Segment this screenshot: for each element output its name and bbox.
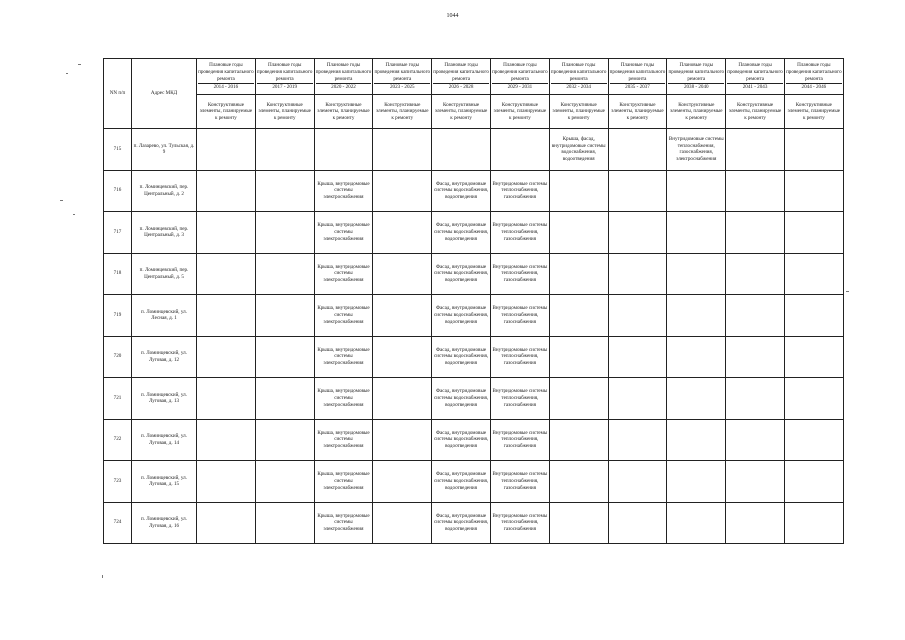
element-header: Конструктивные элементы, планируемые к ремонту	[667, 95, 726, 129]
table-row	[104, 336, 844, 378]
row-number: 723	[104, 461, 132, 503]
row-number: 721	[104, 378, 132, 420]
row-element-cell	[197, 419, 256, 461]
row-element-cell	[255, 419, 314, 461]
row-address: п. Ломинцевский, ул. Лесная, д. 1	[132, 295, 197, 337]
table-row	[104, 129, 844, 171]
page-number: 1044	[446, 13, 459, 19]
row-element-cell: Внутридомовые системы теплоснабжения, газоснабжения	[490, 419, 549, 461]
period-years: 2014 - 2016	[198, 83, 254, 91]
row-element-cell: Внутридомовые системы теплоснабжения, газоснабжения	[490, 461, 549, 503]
row-element-cell	[784, 378, 843, 420]
row-element-cell: Фасад, внутридомовые системы водоснабжения, водоотведения	[432, 336, 491, 378]
row-element-cell: Внутридомовые системы теплоснабжения, газоснабжения	[490, 170, 549, 212]
element-header: Конструктивные элементы, планируемые к ремонту	[197, 95, 256, 129]
row-element-cell	[549, 212, 608, 254]
scan-mark	[78, 64, 81, 65]
scan-mark	[102, 575, 103, 578]
scan-mark	[60, 200, 63, 201]
num-header: NN п/п	[104, 59, 132, 129]
row-element-cell: Крыша, внутридомовые системы электроснабжения	[314, 295, 373, 337]
row-number: 720	[104, 336, 132, 378]
row-element-cell	[197, 170, 256, 212]
period-header-row	[104, 59, 844, 95]
row-element-cell: Внутридомовые системы теплоснабжения, газоснабжения	[490, 378, 549, 420]
period-title: Плановые годы проведения капитального ремонта	[374, 62, 431, 82]
repair-schedule-table	[103, 58, 844, 544]
row-element-cell	[549, 253, 608, 295]
row-element-cell	[373, 295, 432, 337]
row-element-cell: Фасад, внутридомовые системы водоснабжения, водоотведения	[432, 419, 491, 461]
row-element-cell	[373, 336, 432, 378]
row-element-cell	[373, 378, 432, 420]
row-element-cell	[255, 295, 314, 337]
row-element-cell	[667, 378, 726, 420]
period-title: Плановые годы проведения капитального ремонта	[315, 62, 372, 82]
row-number: 718	[104, 253, 132, 295]
period-title: Плановые годы проведения капитального ремонта	[492, 62, 548, 82]
row-element-cell: Фасад, внутридомовые системы водоснабжения, водоотведения	[432, 212, 491, 254]
row-element-cell	[197, 212, 256, 254]
element-header: Конструктивные элементы, планируемые к ремонту	[726, 95, 785, 129]
row-element-cell: Фасад, внутридомовые системы водоснабжения, водоотведения	[432, 253, 491, 295]
element-header: Конструктивные элементы, планируемые к ремонту	[549, 95, 608, 129]
row-element-cell	[667, 502, 726, 544]
element-header: Конструктивные элементы, планируемые к ремонту	[432, 95, 491, 129]
period-title: Плановые годы проведения капитального ремонта	[198, 62, 254, 82]
row-element-cell	[373, 212, 432, 254]
row-element-cell	[197, 502, 256, 544]
row-element-cell	[726, 336, 785, 378]
row-element-cell: Внутридомовые системы теплоснабжения, газоснабжения	[490, 212, 549, 254]
row-element-cell	[608, 212, 667, 254]
scan-mark	[846, 291, 849, 292]
period-title: Плановые годы проведения капитального ремонта	[668, 62, 725, 82]
row-element-cell	[314, 129, 373, 171]
period-title: Плановые годы проведения капитального ремонта	[609, 62, 666, 82]
row-element-cell: Фасад, внутридомовые системы водоснабжения, водоотведения	[432, 461, 491, 503]
row-element-cell	[549, 295, 608, 337]
period-years: 2020 - 2022	[316, 83, 372, 91]
table-header	[104, 59, 844, 129]
row-element-cell	[255, 253, 314, 295]
row-element-cell	[608, 129, 667, 171]
row-element-cell	[255, 461, 314, 503]
period-header	[608, 59, 667, 95]
row-address: п. Лазарево, ул. Тульская, д. 9	[132, 129, 197, 171]
row-number: 715	[104, 129, 132, 171]
row-element-cell	[726, 129, 785, 171]
row-element-cell	[197, 253, 256, 295]
row-element-cell	[784, 502, 843, 544]
row-element-cell: Фасад, внутридомовые системы водоснабжения, водоотведения	[432, 502, 491, 544]
row-element-cell	[608, 253, 667, 295]
row-element-cell	[608, 502, 667, 544]
element-header-row	[104, 95, 844, 129]
table-body	[104, 129, 844, 544]
period-title: Плановые годы проведения капитального ремонта	[433, 62, 489, 82]
row-element-cell	[197, 378, 256, 420]
row-address: п. Ломинцевский, пер. Центральный, д. 5	[132, 253, 197, 295]
period-title: Плановые годы проведения капитального ремонта	[727, 62, 783, 82]
row-element-cell	[373, 419, 432, 461]
row-element-cell	[784, 461, 843, 503]
row-element-cell	[255, 170, 314, 212]
table-row	[104, 378, 844, 420]
row-element-cell: Фасад, внутридомовые системы водоснабжения, водоотведения	[432, 295, 491, 337]
table-row	[104, 212, 844, 254]
row-element-cell	[373, 129, 432, 171]
row-element-cell	[608, 295, 667, 337]
row-element-cell	[667, 419, 726, 461]
row-element-cell	[197, 461, 256, 503]
row-address: п. Ломинцевский, ул. Луговая, д. 12	[132, 336, 197, 378]
row-element-cell	[784, 129, 843, 171]
row-element-cell	[667, 336, 726, 378]
row-element-cell	[726, 378, 785, 420]
period-header	[726, 59, 785, 95]
row-element-cell: Крыша, внутридомовые системы электроснабжения	[314, 461, 373, 503]
table-row	[104, 295, 844, 337]
period-years: 2038 - 2040	[668, 83, 724, 91]
period-title: Плановые годы проведения капитального ремонта	[256, 62, 313, 82]
row-element-cell	[726, 502, 785, 544]
row-element-cell	[608, 170, 667, 212]
row-element-cell	[255, 212, 314, 254]
row-element-cell	[608, 419, 667, 461]
row-address: п. Ломинцевский, ул. Луговая, д. 14	[132, 419, 197, 461]
period-years: 2023 - 2025	[374, 83, 430, 91]
row-element-cell	[373, 502, 432, 544]
row-element-cell	[726, 419, 785, 461]
period-years: 2035 - 2037	[610, 83, 666, 91]
row-element-cell: Крыша, внутридомовые системы электроснабжения	[314, 419, 373, 461]
period-header	[255, 59, 314, 95]
period-years: 2032 - 2034	[551, 83, 607, 91]
row-element-cell	[784, 336, 843, 378]
period-header	[784, 59, 843, 95]
scan-mark	[66, 73, 68, 74]
table-row	[104, 170, 844, 212]
period-years: 2026 - 2028	[433, 83, 489, 91]
row-element-cell	[255, 336, 314, 378]
row-element-cell	[549, 419, 608, 461]
row-address: п. Ломинцевский, пер. Центральный, д. 3	[132, 212, 197, 254]
row-element-cell: Крыша, фасад, внутридомовые системы водоснабжения, водоотведения	[549, 129, 608, 171]
row-element-cell	[608, 378, 667, 420]
row-element-cell	[667, 253, 726, 295]
table-row	[104, 461, 844, 503]
row-number: 719	[104, 295, 132, 337]
row-element-cell	[608, 461, 667, 503]
period-header	[432, 59, 491, 95]
row-element-cell: Фасад, внутридомовые системы водоснабжения, водоотведения	[432, 378, 491, 420]
period-header	[667, 59, 726, 95]
element-header: Конструктивные элементы, планируемые к ремонту	[490, 95, 549, 129]
row-element-cell: Крыша, внутридомовые системы электроснабжения	[314, 253, 373, 295]
row-element-cell: Крыша, внутридомовые системы электроснабжения	[314, 336, 373, 378]
period-title: Плановые годы проведения капитального ремонта	[786, 62, 842, 82]
row-element-cell	[667, 461, 726, 503]
table-row	[104, 253, 844, 295]
period-header	[549, 59, 608, 95]
row-element-cell	[549, 170, 608, 212]
element-header: Конструктивные элементы, планируемые к ремонту	[608, 95, 667, 129]
row-element-cell	[490, 129, 549, 171]
row-element-cell	[784, 419, 843, 461]
element-header: Конструктивные элементы, планируемые к ремонту	[255, 95, 314, 129]
row-element-cell: Внутридомовые системы теплоснабжения, газоснабжения	[490, 295, 549, 337]
row-element-cell	[726, 212, 785, 254]
row-element-cell	[549, 502, 608, 544]
period-years: 2017 - 2019	[257, 83, 313, 91]
period-title: Плановые годы проведения капитального ремонта	[550, 62, 607, 82]
row-element-cell	[784, 212, 843, 254]
row-element-cell: Внутридомовые системы теплоснабжения, газоснабжения	[490, 336, 549, 378]
table-row	[104, 502, 844, 544]
row-element-cell	[726, 253, 785, 295]
period-header	[490, 59, 549, 95]
row-element-cell	[197, 129, 256, 171]
element-header: Конструктивные элементы, планируемые к ремонту	[314, 95, 373, 129]
row-element-cell	[667, 295, 726, 337]
row-element-cell: Внутридомовые системы теплоснабжения, газоснабжения, электроснабжения	[667, 129, 726, 171]
row-number: 722	[104, 419, 132, 461]
row-element-cell	[549, 378, 608, 420]
row-element-cell	[432, 129, 491, 171]
row-number: 717	[104, 212, 132, 254]
period-years: 2044 - 2046	[786, 83, 842, 91]
row-element-cell: Внутридомовые системы теплоснабжения, газоснабжения	[490, 253, 549, 295]
row-element-cell	[197, 295, 256, 337]
row-element-cell	[784, 253, 843, 295]
table-row	[104, 419, 844, 461]
row-element-cell	[726, 170, 785, 212]
row-element-cell	[608, 336, 667, 378]
scan-mark	[73, 214, 75, 215]
row-element-cell: Фасад, внутридомовые системы водоснабжения, водоотведения	[432, 170, 491, 212]
period-years: 2029 - 2031	[492, 83, 548, 91]
row-element-cell: Внутридомовые системы теплоснабжения, газоснабжения	[490, 502, 549, 544]
row-element-cell	[726, 295, 785, 337]
row-number: 724	[104, 502, 132, 544]
row-element-cell: Крыша, внутридомовые системы электроснабжения	[314, 170, 373, 212]
row-element-cell	[549, 461, 608, 503]
row-element-cell	[784, 170, 843, 212]
row-element-cell: Крыша, внутридомовые системы электроснабжения	[314, 502, 373, 544]
row-number: 716	[104, 170, 132, 212]
row-element-cell	[255, 129, 314, 171]
row-element-cell	[373, 170, 432, 212]
row-element-cell: Крыша, внутридомовые системы электроснабжения	[314, 212, 373, 254]
period-header	[197, 59, 256, 95]
row-element-cell	[726, 461, 785, 503]
row-address: п. Ломинцевский, пер. Центральный, д. 2	[132, 170, 197, 212]
row-element-cell: Крыша, внутридомовые системы электроснабжения	[314, 378, 373, 420]
row-address: п. Ломинцевский, ул. Луговая, д. 16	[132, 502, 197, 544]
element-header: Конструктивные элементы, планируемые к ремонту	[784, 95, 843, 129]
row-address: п. Ломинцевский, ул. Луговая, д. 13	[132, 378, 197, 420]
row-element-cell	[197, 336, 256, 378]
row-element-cell	[255, 378, 314, 420]
period-header	[314, 59, 373, 95]
row-element-cell	[549, 336, 608, 378]
period-years: 2041 - 2043	[727, 83, 783, 91]
address-header: Адрес МКД	[132, 59, 197, 129]
row-element-cell	[784, 295, 843, 337]
period-header	[373, 59, 432, 95]
row-element-cell	[373, 461, 432, 503]
row-address: п. Ломинцевский, ул. Луговая, д. 15	[132, 461, 197, 503]
row-element-cell	[667, 170, 726, 212]
row-element-cell	[667, 212, 726, 254]
element-header: Конструктивные элементы, планируемые к ремонту	[373, 95, 432, 129]
row-element-cell	[373, 253, 432, 295]
row-element-cell	[255, 502, 314, 544]
